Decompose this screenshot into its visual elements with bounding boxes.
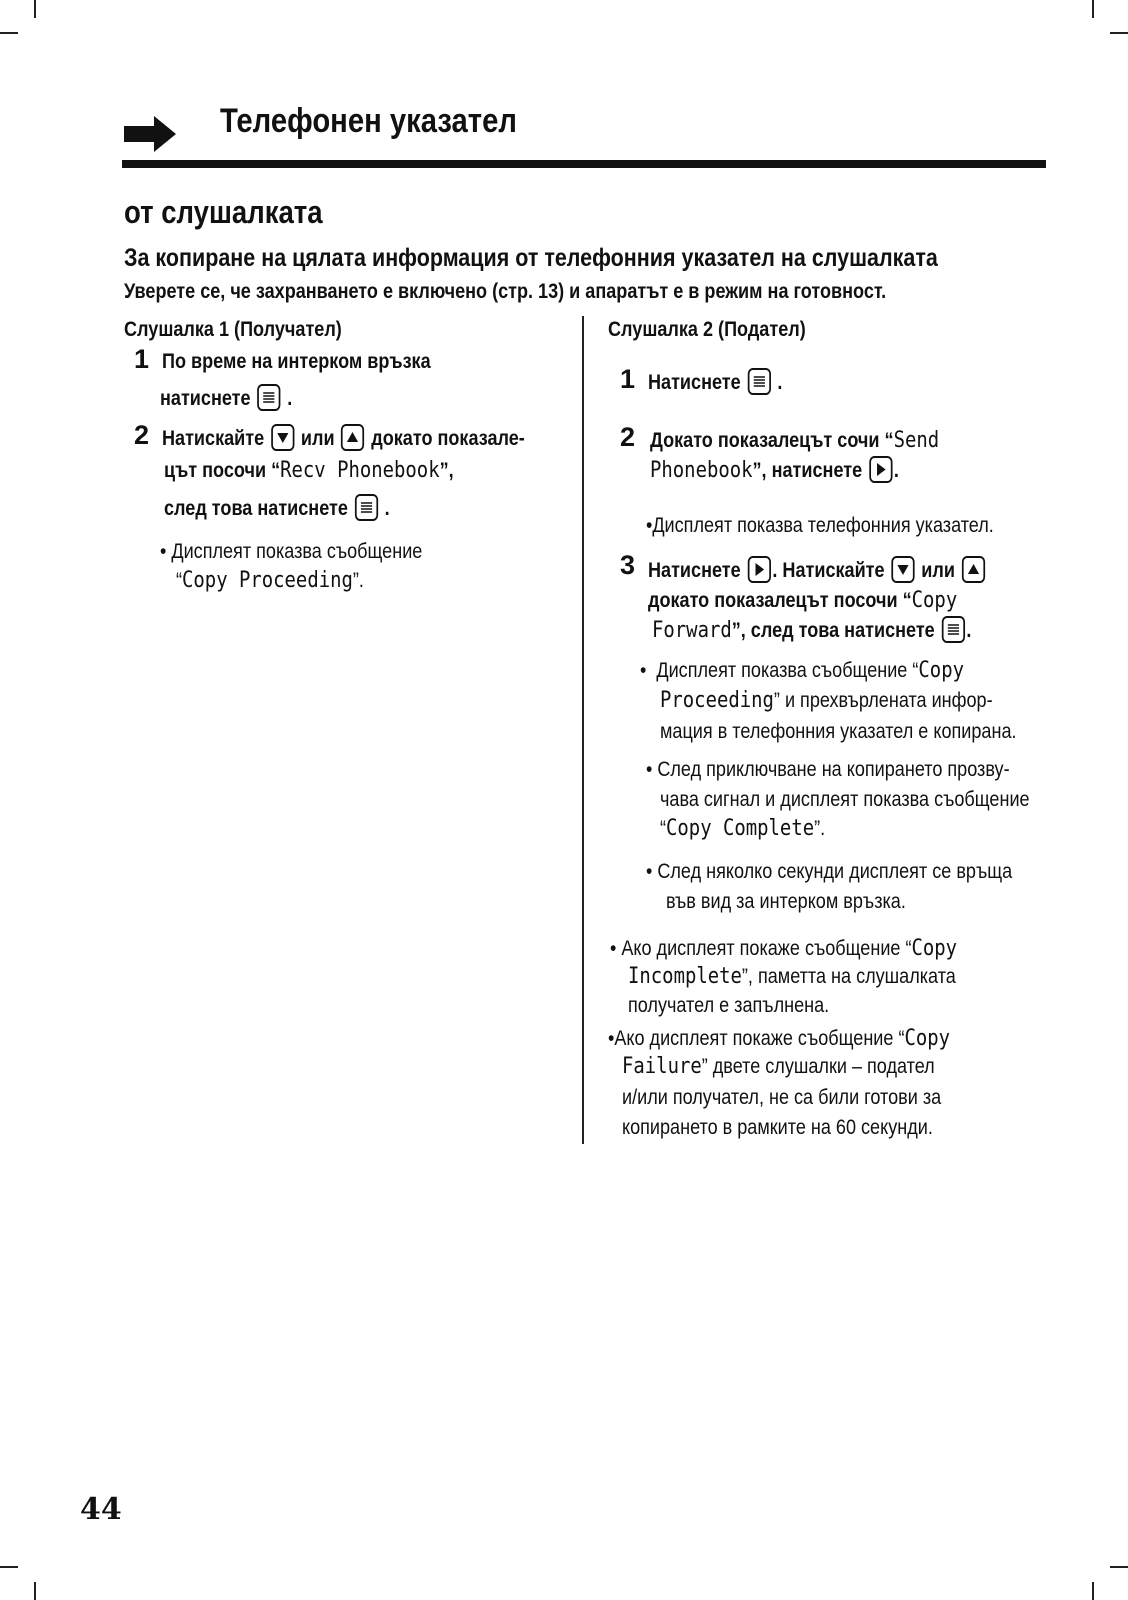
bullet-text: ” и прехвърлената инфор- <box>773 689 993 712</box>
step-text-label: Натискайте <box>162 427 265 450</box>
display-message: Copy Complete <box>666 816 815 841</box>
step-text: По време на интерком връзка <box>162 350 431 373</box>
step-number: 1 <box>620 364 636 394</box>
right-arrow-icon <box>124 116 176 152</box>
step-text <box>648 588 1008 613</box>
step-number: 2 <box>134 420 150 450</box>
display-message: Incomplete <box>628 964 742 989</box>
menu-button-icon <box>355 494 378 521</box>
bullet-note: чава сигнал и дисплеят показва съобщение <box>660 788 1030 811</box>
right-column-title: Слушалка 2 (Подател) <box>608 318 806 341</box>
quote-open: “ <box>660 817 667 840</box>
step-text <box>650 428 986 453</box>
crop-mark <box>34 1582 36 1600</box>
step-text: Натиснете . <box>648 368 804 395</box>
bullet-note: • След няколко секунди дисплеят се връща <box>646 860 1013 883</box>
note-text: ” двете слушалки – подател <box>701 1055 935 1078</box>
display-message: Proceeding <box>660 688 774 713</box>
note <box>622 1054 986 1079</box>
up-arrow-button-icon <box>341 424 364 451</box>
bullet-note <box>176 568 395 593</box>
display-message: Recv Phonebook <box>280 458 440 483</box>
quote-open: “ <box>912 659 919 682</box>
step-text-label: . Натискайте <box>772 559 885 582</box>
step-text-label: цът посочи <box>164 459 267 482</box>
bullet-note: мация в телефонния указател е копирана. <box>660 720 1017 743</box>
crop-mark <box>1110 1566 1128 1568</box>
bullet-note <box>640 658 1017 683</box>
bullet-note <box>660 688 1047 713</box>
note <box>628 964 1009 989</box>
crop-mark <box>0 1566 18 1568</box>
step-number: 3 <box>620 550 636 580</box>
quote-open: “ <box>884 429 894 452</box>
bullet-note: • Дисплеят показва съобщение <box>160 540 423 563</box>
display-message: Failure <box>622 1054 702 1079</box>
crop-mark <box>1110 32 1128 34</box>
note: и/или получател, не са били готови за <box>622 1086 942 1109</box>
menu-button-icon <box>747 368 770 395</box>
display-message: Copy <box>904 1026 951 1051</box>
display-message: Send <box>893 428 940 453</box>
header-rule <box>122 160 1046 168</box>
menu-button-icon <box>257 384 280 411</box>
page-header-title: Телефонен указател <box>220 102 517 140</box>
step-text <box>162 424 584 451</box>
display-message: Copy <box>918 658 964 683</box>
step-text <box>164 458 501 483</box>
step-text: натиснете . <box>160 384 314 411</box>
quote-open: “ <box>902 589 912 612</box>
down-arrow-button-icon <box>891 556 914 583</box>
crop-mark <box>34 0 36 18</box>
bullet-note: във вид за интерком връзка. <box>666 890 906 913</box>
quote-close: ”. <box>814 817 826 840</box>
quote-open: “ <box>271 459 281 482</box>
display-message: Copy Proceeding <box>182 568 353 593</box>
crop-mark <box>1092 1582 1094 1600</box>
step-text: Phonebook”, натиснете . <box>650 458 899 483</box>
down-arrow-button-icon <box>271 424 294 451</box>
bullet-note: • След приключване на копирането прозву- <box>646 758 1010 781</box>
step-text-label: ”, след това натиснете <box>731 619 935 642</box>
display-message: Phonebook <box>650 458 753 483</box>
quote-close: ”. <box>352 569 364 592</box>
step-text-label: след това натиснете <box>164 497 348 520</box>
note-text: ”, паметта на слушалката <box>741 965 956 988</box>
step-text-label: или <box>921 559 955 582</box>
step-text-label: натиснете <box>160 387 251 410</box>
step-number: 2 <box>620 422 636 452</box>
bullet-mark: • <box>640 659 647 682</box>
note <box>610 936 1014 961</box>
right-arrow-button-icon <box>747 556 770 583</box>
bullet-note <box>660 816 852 841</box>
note <box>608 1026 1006 1051</box>
step-text-label: или <box>300 427 335 450</box>
intro-note: Уверете се, че захранването е включено (стр. 13) и апаратът е в режим на готовност. <box>124 280 887 303</box>
bullet-text: Дисплеят показва съобщение <box>656 659 908 682</box>
step-text-label: Докато показалецът сочи <box>650 429 880 452</box>
crop-mark <box>1092 0 1094 18</box>
left-column-title: Слушалка 1 (Получател) <box>124 318 342 341</box>
quote-open: “ <box>176 569 183 592</box>
step-text-label: ”, натиснете <box>752 459 863 482</box>
page-number: 44 <box>80 1492 122 1527</box>
right-arrow-button-icon <box>869 456 892 483</box>
note: копирането в рамките на 60 секунди. <box>622 1116 933 1139</box>
step-number: 1 <box>134 344 150 374</box>
step-text: след това натиснете . <box>164 494 426 521</box>
menu-button-icon <box>941 616 964 643</box>
up-arrow-button-icon <box>962 556 985 583</box>
display-message: Forward <box>652 618 732 643</box>
step-text-label: докато показалецът посочи <box>648 589 898 612</box>
display-message: Copy <box>911 588 958 613</box>
crop-mark <box>0 32 18 34</box>
section-title: от слушалката <box>124 194 323 230</box>
step-text-label: Натиснете <box>648 371 741 394</box>
note-text: •Ако дисплеят покаже съобщение “ <box>608 1027 905 1050</box>
note-text: • Ако дисплеят покаже съобщение “ <box>610 937 912 960</box>
step-text <box>648 556 1042 583</box>
step-text: Forward”, след това натиснете . <box>652 618 972 643</box>
step-text-label: докато показале- <box>371 427 525 450</box>
note: получател е запълнена. <box>628 994 830 1017</box>
step-text-label: Натиснете <box>648 559 741 582</box>
bullet-note: •Дисплеят показва телефонния указател. <box>646 514 994 537</box>
quote-close: ”, <box>439 459 454 482</box>
display-message: Copy <box>911 936 958 961</box>
subheading: За копиране на цялата информация от телефонния указател на слушалката <box>124 244 938 272</box>
